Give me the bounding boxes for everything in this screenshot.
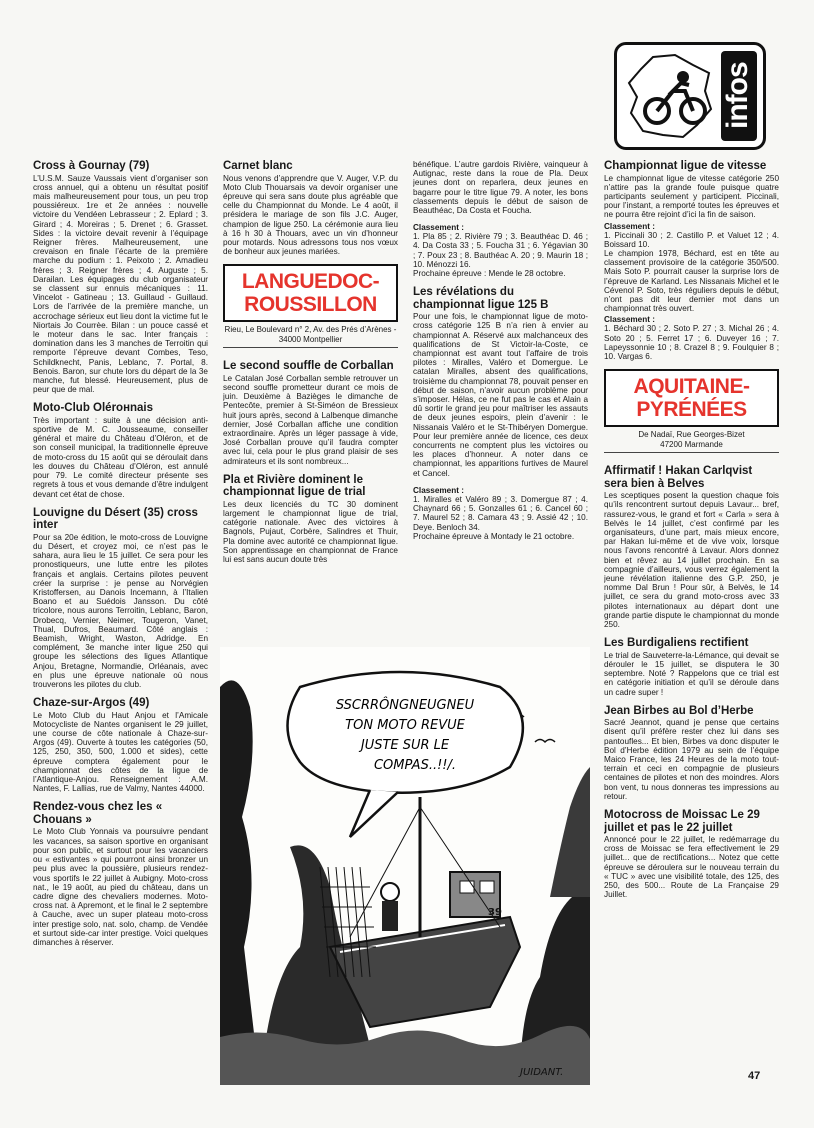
article-body-gournay: L’U.S.M. Sauze Vaussais vient d’organiser son cross annuel, qui a obtenu un résultat positif mais malheureusement pour tous, un peu trop poussiéreux. 1re et 2e années : nouvelle victoire du Vendéen Lebrasseur ; 2. Eplard ; 3. Girard ; 4. Moreiras ; 5. Drenet ; 6. Grasset. Sides : la victoire devait revenir à l’équipage Reigner frères. Malheureusement, une crevaison en finale l’écarte de la première marche du podium : 1. Peixoto ; 2. Amadieu frères ; 3. Reigner frères ; 4. Auguste ; 5. Darailan. Les équipages du club organisateur se classent sur ennuis mécaniques : 11. Vincelot - Gatineau ; 13. Guillaud - Guillaud. Lors de l’arrivée de la première manche, un accrochage sérieux eut lieu dont la victime fut le Niortais Jo Courrèe. Bilan : un pouce cassé et le moteur dans le sac. Inter français : domination dans les 3 manches de Terroitin qui remporte l’épreuve devant Combes, Teso, Schildknecht, Panis, Leblanc, 7. Portal, 8. Benois. Baron, sur chute lors du départ de la 3e manche, fut blessé. Heureusement, plus de peur que de mal. — [33, 173, 208, 395]
article-body-oleronnais: Très important : suite à une décision anti-sportive de M. C. Jousseaume, conseiller général et maire du Château d’Oléron, et de son conseil municipal, la traditionnelle épreuve de moto-cross du 15 août qui se déroulait dans les douves du Château d’Oléron, est annulé pour 79. Le comité directeur présente ses regrets à tous et vous demande d’être indulgent devant cet état de chose. — [33, 415, 208, 499]
article-body-louvigne: Pour sa 20e édition, le moto-cross de Louvigne du Désert, et croyez moi, ce n’est pas le sahara, aura lieu le 15 juillet. Ce sera pour les pronostiqueurs, une lutte entre les pilotes français et anglais. Certains pilotes peuvent créer la surprise : je pense au Norvégien Kristoffersen, au Danois Incemann, à l’Italien Boano et au Suédois Jansson. Du côté tricolore, nous aurons Terroitin, Leblanc, Baron, Drobecq, Vernier, Neimer, Tougeron, Vanet, Thual, Dufros, Beaumard. Côté anglais : Beamish, Wright, Waston, Adridge. En complément, 3e manche inter ligue 250 qui groupe les sélections des ligues Atlantique Anjou, Bretagne, Normandie, Orléanais, avec en plus une épreuve nationale où nous trouverons les pilotes du club. — [33, 532, 208, 689]
region-box-languedoc — [223, 264, 398, 322]
article-title-oleronnais: Moto-Club Olérонnais — [33, 402, 154, 415]
article-body-carnet: Nous venons d’apprendre que V. Auger, V.P. du Moto Club Thouarsais va devoir organiser une épreuve qui sera sans doute plus agréable que celle du Championnat du Monde. Le 4 août, il présidera le mariage de son fils J.C. Auger, champion de ligue 250. La cérémonie aura lieu à 16 h 30 à Thouars, avec un vin d’honneur pour motards. Nous adressons tous nos vœux de bonheur aux jeunes mariées. — [223, 173, 398, 257]
classement-vitesse-1: 1. Piccinali 30 ; 2. Castillo P. et Valuet 12 ; 4. Boissard 10. — [604, 230, 779, 249]
article-title-gournay: Cross à Gournay (79) — [33, 160, 150, 172]
classement-label-vitesse-2: Classement : — [604, 315, 655, 325]
region-name-languedoc-2: ROUSSILLON — [244, 293, 377, 317]
speech-line-3: JUSTE SUR LE — [360, 738, 450, 753]
article-body-corballan: Le Catalan José Corballan semble retrouver un second souffle prometteur durant ce mois de juin. Deuxième à Bazièges le dimanche de Pentecôte, premier à St-Siméon de Bressieux huit jours après, second à Lalbenque dimanche dernier, José Corballan affiche une condition extraordinaire. Après un léger passage à vide, José Corballan prouve qu’il faudra compter avec lui, cela pour le plus grand plaisir de ses admirateurs et ils sont nombreux... — [223, 373, 398, 466]
article-body-chouans: Le Moto Club Yonnais va poursuivre pendant les vacances, sa saison sportive en organisant pour son public, et surtout pour les vacanciers ou « estivantes » qui pourront ainsi bronzer un peu plus avec la poussière, plusieurs rendez-vous sportifs le 22 juillet à Aubigny. Moto-cross nat., le 19 août, au pied du château, dans un cadre digne des chevaliers modernes. Moto-cross nat. à Apremont, et le final le 2 septembre à Cauche, avec un super plateau moto-cross inter prestige solo, nat. solo, champ. de Vendée et surtout side-car inter prestige. Voici quelques dimanches à réserver. — [33, 827, 208, 947]
classement-label-revelations: Classement : — [413, 485, 464, 495]
speech-line-2: TON MOTO REVUE — [345, 718, 465, 733]
article-body-pla-suite: bénéfique. L’autre gardois Rivière, vainqueur à Autignac, reste dans la roue de Pla. Deux jeunes dont on reparlera, deux jeunes en bagarre pour le titre ligue 79. A noter, les bons classements depuis le début de saison de Beauthéac, Da Costa et Foucha. — [413, 160, 588, 216]
region-address-aquitaine-1: De Nadaï, Rue Georges-Bizet — [638, 430, 745, 440]
classement-vitesse-2: 1. Béchard 30 ; 2. Soto P. 27 ; 3. Michal 26 ; 4. Soto 20 ; 5. Ferret 17 ; 6. Duveyer 16 ; 7. Lapeyssonnie 10 ; 8. Crazel 8 ; 9. Foulquier 8 ; 10. Vargas 6. — [604, 324, 779, 361]
article-body-chaze: Le Moto Club du Haut Anjou et l’Amicale Motocycliste de Nantes organisent le 29 juillet, une course de côte nationale à Chaze-sur-Argos (49). Ouverte à toutes les catégories (50, 125, 250, 350, 500, 1.000 et sides), cette épreuve comptera également pour le championnat des côtes de la ligue de l’Atlantique-Anjou. Renseignement : A.M. Nantes, F. Lallias, rue de Valmy, Nantes 44000. — [33, 710, 208, 794]
infos-logo — [614, 42, 766, 150]
article-title-revelations: Les révélations du championnat ligue 125 B — [413, 286, 549, 311]
article-title-chouans: Rendez-vous chez les « Chouans » — [33, 801, 163, 826]
article-title-moissac: Motocross de Moissac Le 29 juillet et pas le 22 juillet — [604, 809, 760, 834]
article-body-moissac: Annoncé pour le 22 juillet, le redémarrage du cross de Moissac se fera effectivement le 29 juillet... que de rectifications... Notez que cette épreuve se déroulera sur le nouveau terrain du « TUC » avec une visibilité totale, des 125, des 250, des 500... Route de La Française 29 Juillet. — [604, 835, 779, 900]
region-address-aquitaine-2: 47200 Marmande — [660, 439, 723, 449]
classement-pla: 1. Pla 85 ; 2. Rivière 79 ; 3. Beauthéac D. 46 ; 4. Da Costa 33 ; 5. Foucha 31 ; 6. Yégavian 30 ; 7. Poux 23 ; 8. Bauthéac A. 20 ; 9. Maurin 18 ; 10. Ménozzi 16. — [413, 232, 588, 269]
article-body-vitesse-2: Le champion 1978, Béchard, est en tête au classement provisoire de la catégorie 350/500. Mais Soto P. pourrait causer la surprise lors de l’épreuve de Karland. Les Nissanais Michel et le Cévenol P. Soto, très réguliers depuis le début, n’ont pas dit leur dernier mot dans un championnat très ouvert. — [604, 248, 779, 314]
article-body-revelations: Pour une fois, le championnat ligue de moto-cross catégorie 125 B n’a rien à envier au championnat A. Réservé aux malchanceux des qualifications de St Victoir-la-Coste, ce championnat est avant tout l’affaire de trois pilotes : Miralles, Valéro et Domergue. Le catalan Miralles, absent des qualifications, troisième du championnat 78, pouvait penser en début de saison, n’avoir aucun problème pour s’imposer. Hélas, ce ne fut pas le cas et Alain a dû sortir le grand jeu pour maîtriser les assauts de deux jeunes espoirs, plein d’avenir : le Nissanais Valéro et le St-Thibéryen Domergue. Pour leur première année de licence, ces deux concurrents ne comptent plus les victoires ou les places d’honneur. A noter dans ce championnat, les apparitions furtives de Maurel et Cancel. — [413, 312, 588, 478]
speech-line-4: COMPAS..!!/. — [373, 758, 457, 773]
map-of-france-with-motorcycle-icon — [623, 51, 723, 143]
region-name-languedoc-1: LANGUEDOC- — [241, 270, 380, 294]
article-title-carnet: Carnet blanc — [223, 160, 293, 172]
cartoon-signature: JUIDANT. — [520, 1067, 564, 1078]
region-address-languedoc: Rieu, Le Boulevard n° 2, Av. des Prés d’Arènes - 34000 Montpellier — [223, 325, 398, 348]
column-1 — [33, 160, 208, 1088]
classement-label-pla: Classement : — [413, 223, 464, 233]
speech-line-1: SSCRRÔNGNEUGNEU — [335, 698, 475, 713]
column-4 — [604, 160, 779, 1088]
article-body-birbes: Sacré Jeannot, quand je pense que certains disent qu’il préfère rester chez lui dans ses pantoufles... Et bien, Birbes va donc disputer le Bol d’Herbe édition 1979 au sein de l’équipe Maico France, les 24 Heures de la moto tout-terrain et ceci en compagnie de plusieurs centaines de pilotes et non des moindres. Alors bon vent, tu nous donneras tes impressions au retour. — [604, 718, 779, 801]
region-name-aquitaine-2: PYRÉNÉES — [636, 398, 747, 422]
article-title-corballan: Le second souffle de Corballan — [223, 360, 394, 373]
column-3 — [413, 160, 588, 638]
article-title-burdigaliens: Les Burdigaliens rectifient — [604, 637, 749, 650]
region-box-aquitaine — [604, 369, 779, 427]
next-event-revelations: Prochaine épreuve à Montady le 21 octobre. — [413, 531, 575, 541]
article-title-louvigne: Louvigne du Désert (35) cross inter — [33, 506, 198, 532]
article-title-chaze: Chaze-sur-Argos (49) — [33, 697, 150, 710]
article-title-vitesse: Championnat ligue de vitesse — [604, 160, 767, 172]
article-body-pla: Les deux licenciés du TC 30 dominent largement le championnat ligue de trial, catégorie nationale. Avec des victoires à Bagnols, Pujaut, Corbère, Salindres et Thuir, Pla domine avec autorité ce championnat ligue. Son apprentissage en championnat de France lui est sans aucun doute très — [223, 499, 398, 565]
article-title-carlqvist: Affirmatif ! Hakan Carlqvist sera bien à Belves — [604, 465, 753, 490]
article-title-pla: Pla et Rivière dominent le championnat ligue de trial — [223, 473, 366, 499]
region-address-aquitaine — [604, 430, 779, 453]
next-event-pla: Prochaine épreuve : Mende le 28 octobre. — [413, 269, 566, 279]
article-body-burdigaliens: Le trial de Sauveterre-la-Lémance, qui devait se dérouler le 15 juillet, se disputera le 30 septembre. Noté ? Rappelons que ce trial est en catégorie initiation et qu’il se déroule dans un cadre super ! — [604, 650, 779, 697]
boat-number: 39 — [488, 907, 502, 918]
cartoon-illustration — [220, 647, 590, 1085]
classement-revelations: 1. Miralles et Valéro 89 ; 3. Domergue 87 ; 4. Chaynard 66 ; 5. Gonzalles 61 ; 6. Cancel 60 ; 7. Maurel 52 ; 8. Camara 43 ; 9. Assié 42 ; 10. Deye. Benloch 34. — [413, 494, 588, 532]
article-title-birbes: Jean Birbes au Bol d’Herbe — [604, 704, 754, 717]
classement-label-vitesse-1: Classement : — [604, 221, 655, 231]
article-body-carlqvist: Les sceptiques posent la question chaque fois qu’ils rencontrent surtout depuis Lavaur... bref, rassurez-vous, le grand et fort « Carla » sera à Belvès le 14 juillet, c’est confirmé par les organisateurs, d’une part, mais mieux encore, par Hakan lui-même et de vive voix, lorsque nous l’avons rencontré à Lavaur. Alors donnez bien et rêvez au 14 juillet prochain. En sa compagnie d’ailleurs, vous verrez également la jeune révélation italienne des G.P. 250, je nomme Dal Brun ! Pour sûr, à Belvès, le 14 juillet, ce sera du grand moto-cross avec 33 pilotes internationaux au départ dont une grande partie dispute le championnat du monde 250. — [604, 491, 779, 629]
article-body-vitesse: Le championnat ligue de vitesse catégorie 250 n’attire pas la grande foule puisque quatre participants seulement y participent. Piccinali, pour l’instant, a remporté toutes les épreuves et ne pourra être rejoint d’ici la fin de saison. — [604, 173, 779, 220]
infos-word: infos — [721, 51, 757, 141]
region-name-aquitaine-1: AQUITAINE- — [633, 375, 750, 399]
page-number: 47 — [748, 1070, 761, 1082]
